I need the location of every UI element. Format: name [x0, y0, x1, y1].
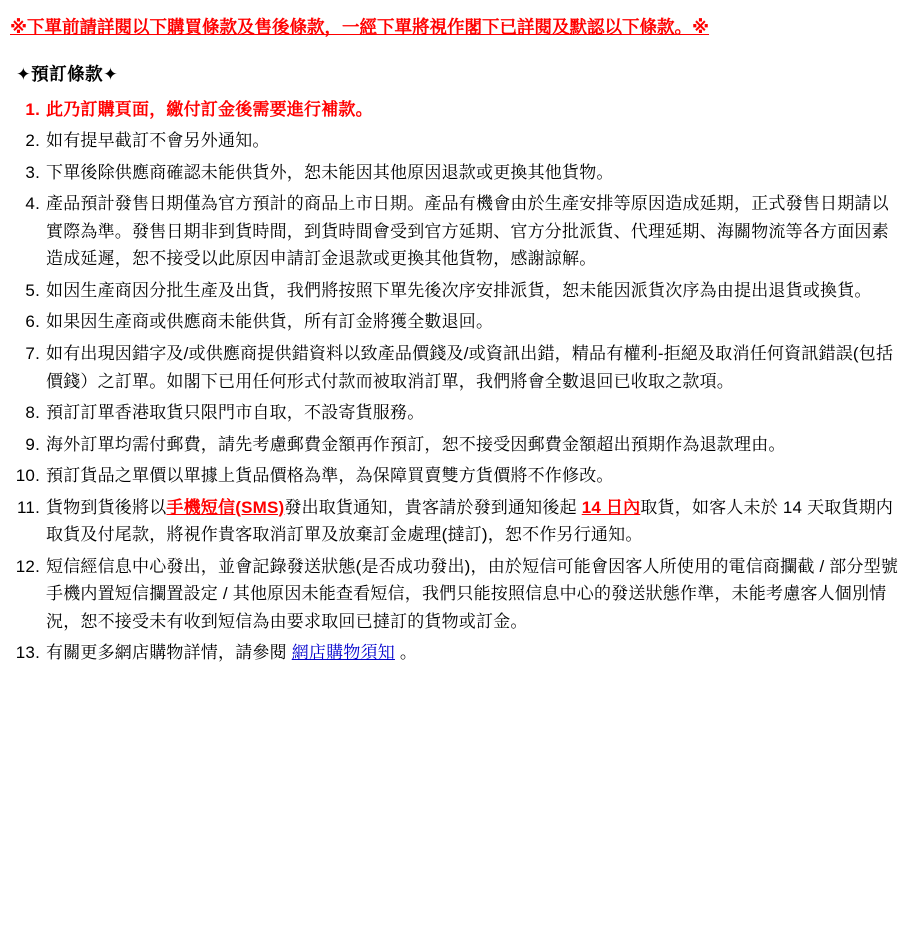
term-item — [6, 159, 901, 187]
term-text: 發出取貨通知，貴客請於發到通知後起 — [284, 497, 582, 517]
term-item — [6, 494, 901, 549]
highlight-text: 14 日內 — [581, 497, 641, 517]
term-item — [6, 190, 901, 273]
term-item — [6, 127, 901, 155]
term-text: 短信經信息中心發出，並會記錄發送狀態(是否成功發出)，由於短信可能會因客人所使用的電信商攔截 / 部分型號手機内置短信攔置設定 / 其他原因未能查看短信，我們只能按照信息中心的發送狀態作準，未能考慮客人個別情況，恕不接受未有收到短信為由要求取回已撻訂的貨物或訂金。 — [46, 556, 899, 631]
term-text: 有關更多網店購物詳情，請參閱 — [46, 643, 292, 663]
term-text: 如因生產商因分批生產及出貨，我們將按照下單先後次序安排派貨，恕未能因派貨次序為由提出退貨或換貨。 — [46, 280, 872, 300]
top-notice: ※下單前請詳閱以下購買條款及售後條款，一經下單將視作閣下已詳閱及默認以下條款。※ — [10, 17, 710, 37]
term-text: 如有出現因錯字及/或供應商提供錯資料以致產品價錢及/或資訊出錯，精品有權利-拒絕及取消任何資訊錯誤(包括價錢）之訂單。如閣下已用任何形式付款而被取消訂單，我們將會全數退回已收取之款項。 — [46, 344, 894, 391]
terms-list — [6, 96, 901, 667]
term-text: 此乃訂購頁面，繳付訂金後需要進行補款。 — [46, 99, 373, 119]
term-text: 貨物到貨後將以 — [46, 497, 167, 517]
term-text: 如果因生產商或供應商未能供貨，所有訂金將獲全數退回。 — [46, 312, 494, 332]
term-item — [6, 96, 901, 124]
term-item — [6, 431, 901, 459]
term-text: 預訂訂單香港取貨只限門市自取，不設寄貨服務。 — [46, 403, 425, 423]
term-text: 下單後除供應商確認未能供貨外，恕未能因其他原因退款或更換其他貨物。 — [46, 162, 614, 182]
term-text: 取貨，如客人未於 14 天取貨期内取貨及付尾款，將視作貴客取消訂單及放棄訂金處理(撻訂)，恕不作另行通知。 — [46, 497, 894, 545]
term-text: 海外訂單均需付郵費，請先考慮郵費金額再作預訂，恕不接受因郵費金額超出預期作為退款理由。 — [46, 434, 786, 454]
highlight-text: 手機短信(SMS) — [166, 497, 285, 517]
term-item — [6, 399, 901, 427]
term-item — [6, 277, 901, 305]
shopping-guide-link[interactable]: 網店購物須知 — [291, 643, 395, 663]
term-text: 產品預計發售日期僅為官方預計的商品上市日期。產品有機會由於生產安排等原因造成延期，正式發售日期請以實際為準。發售日期非到貨時間，到貨時間會受到官方延期、官方分批派貨、代理延期、海關物流等各方面因素造成延遲，恕不接受以此原因申請訂金退款或更換其他貨物，感謝諒解。 — [46, 194, 889, 269]
term-text: 預訂貨品之單價以單據上貨品價格為準，為保障買賣雙方貨價將不作修改。 — [46, 466, 614, 486]
term-item — [6, 340, 901, 395]
term-item — [6, 553, 901, 636]
term-item — [6, 639, 901, 667]
section-title: ✦預訂條款✦ — [16, 63, 119, 84]
term-text: 。 — [394, 643, 418, 663]
term-item — [6, 462, 901, 490]
term-item — [6, 308, 901, 336]
term-text: 如有提早截訂不會另外通知。 — [46, 131, 270, 151]
